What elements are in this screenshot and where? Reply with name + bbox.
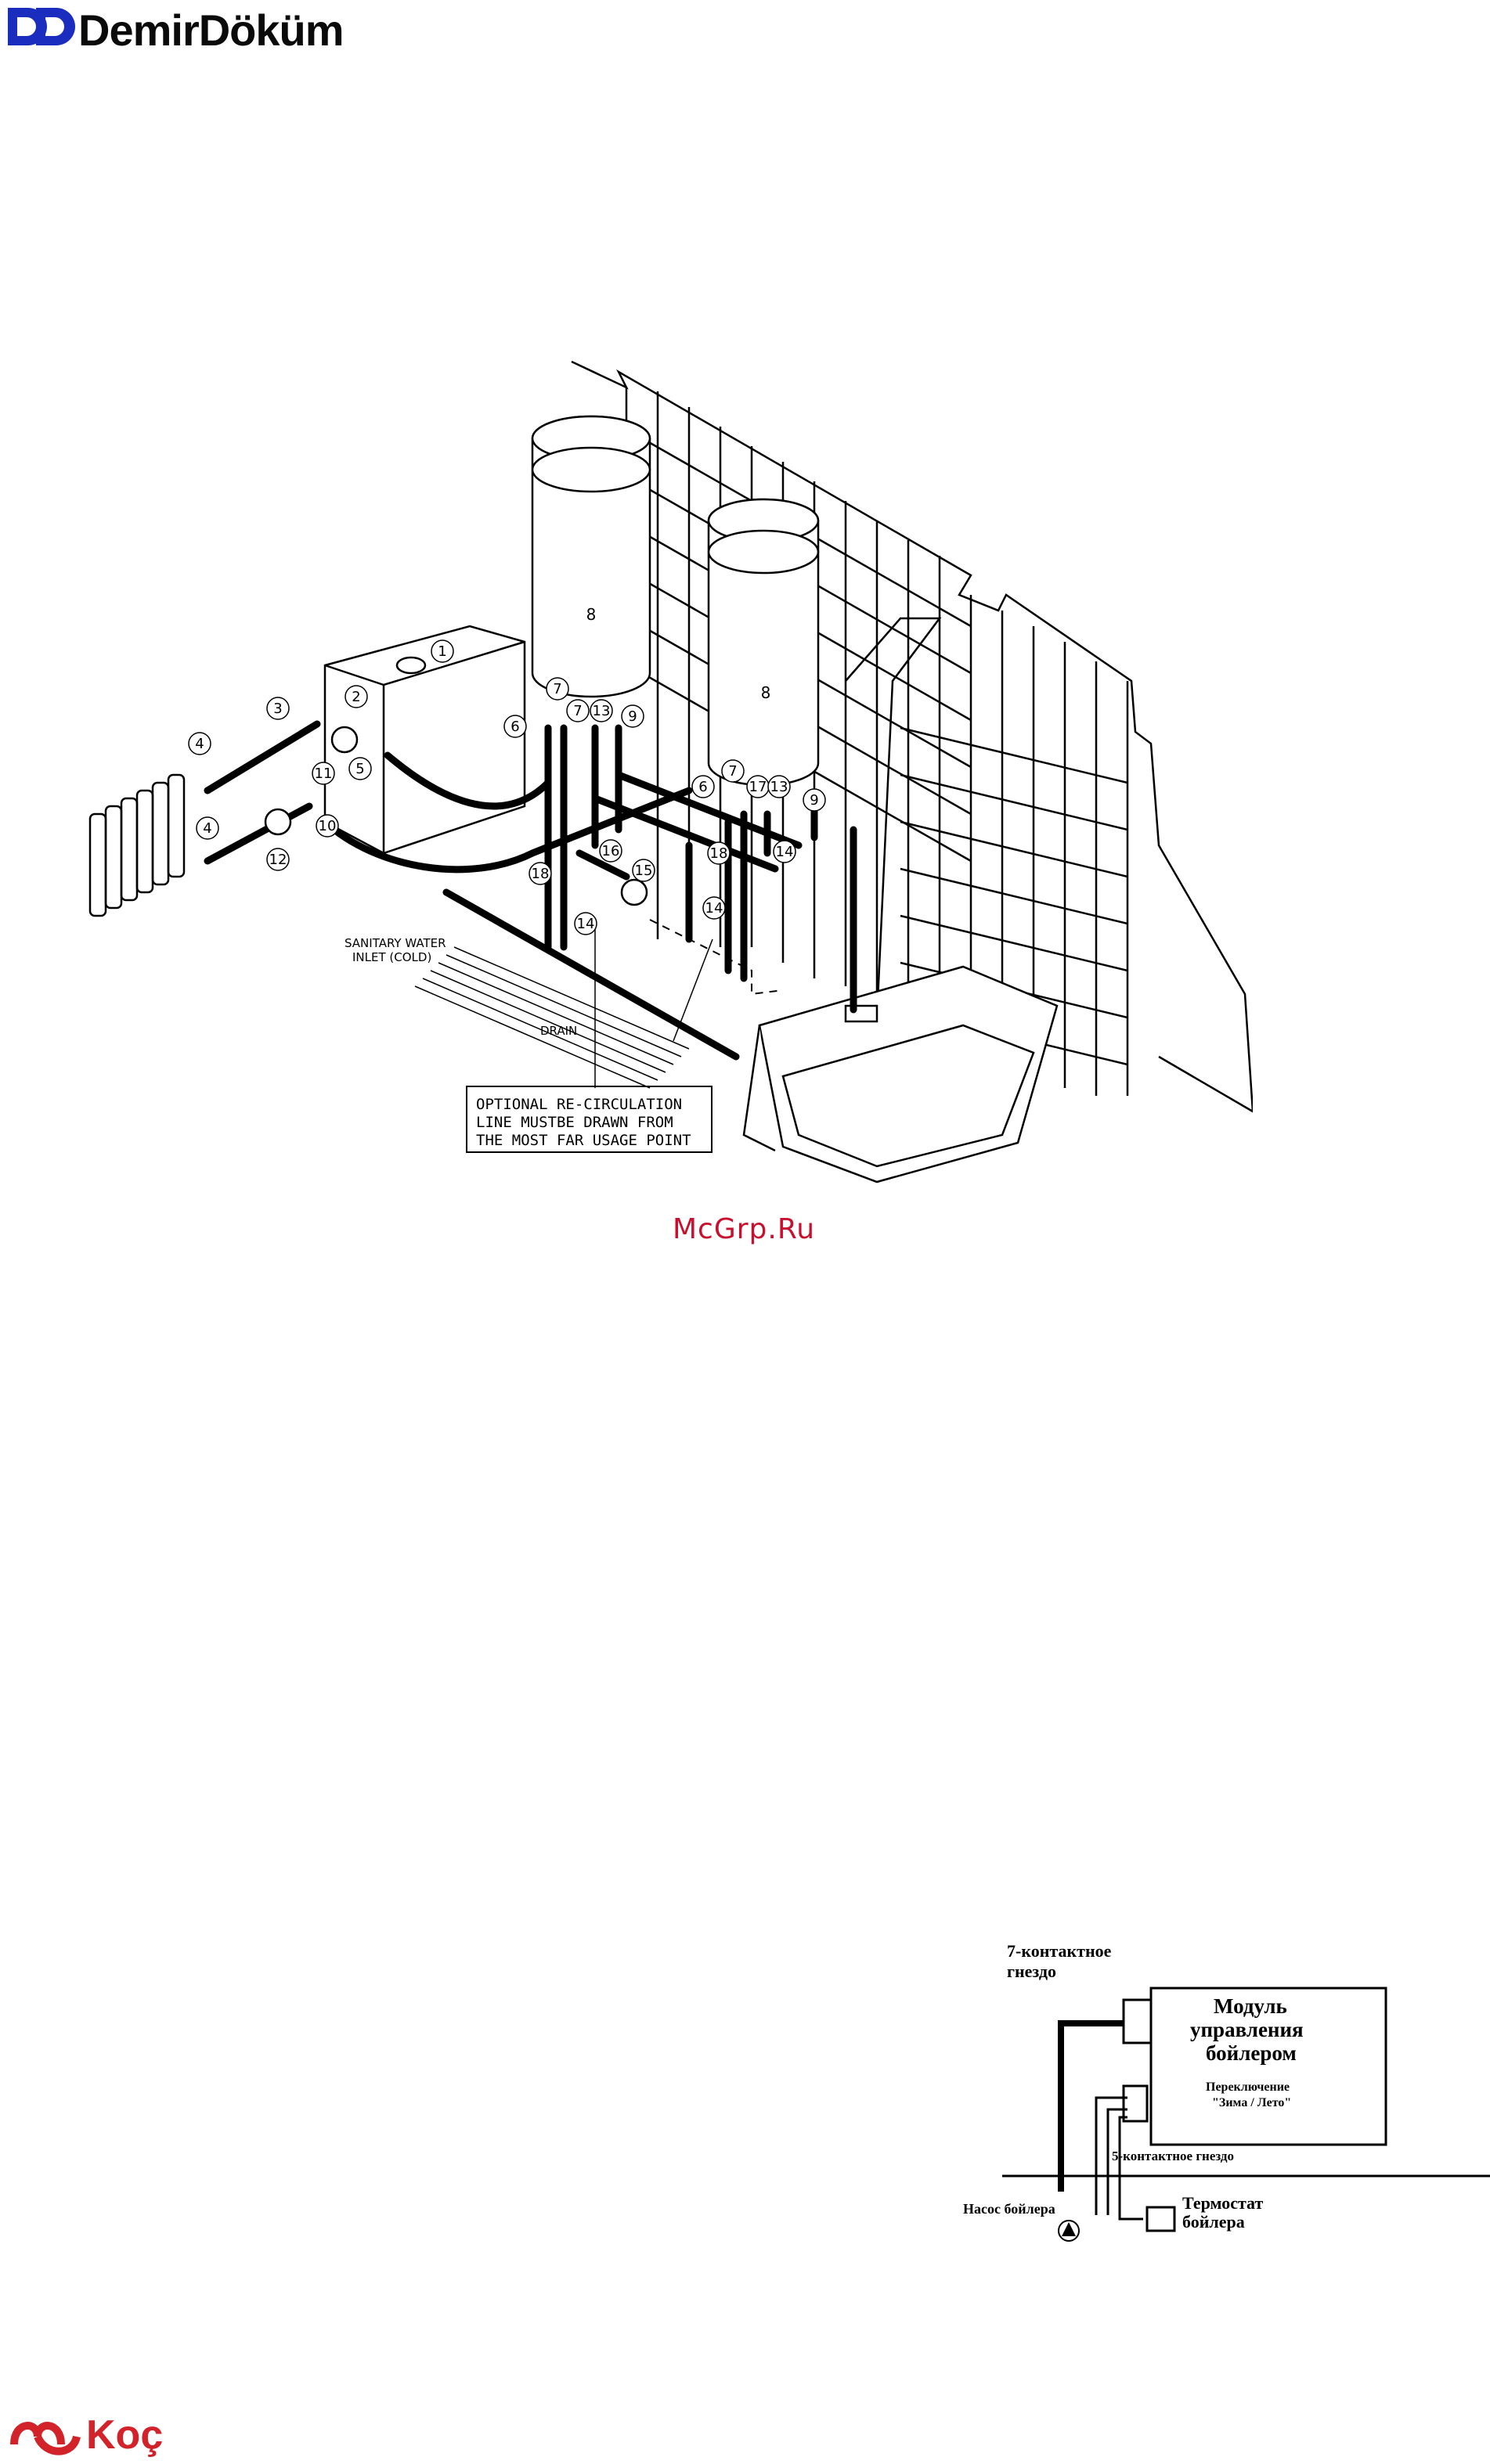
callout-number: 17 (749, 779, 767, 795)
callout-number: 14 (775, 844, 794, 860)
callout-number: 7 (553, 681, 562, 697)
callout-number: 2 (352, 689, 361, 705)
bathtub (744, 967, 1057, 1182)
callout-number: 4 (203, 820, 212, 837)
callout-number: 18 (709, 845, 728, 862)
callout-number: 11 (314, 765, 333, 782)
note-line-2: LINE MUSTBE DRAWN FROM (476, 1114, 673, 1131)
sanitary-label-1: SANITARY WATER (345, 936, 446, 950)
module-label-1: Модуль (1214, 1994, 1287, 2018)
callout-number: 7 (573, 703, 583, 719)
callout-number: 13 (592, 703, 611, 719)
pump-icon (1057, 2219, 1081, 2242)
drain-label: DRAIN (540, 1024, 578, 1038)
callout-number: 1 (438, 643, 447, 660)
drain-grate (415, 947, 689, 1088)
installation-diagram (78, 344, 1253, 1190)
hot-water-tank-right (709, 499, 818, 785)
callout-number: 14 (576, 916, 595, 932)
switch-label-1: Переключение (1206, 2080, 1290, 2094)
hot-water-tank-left (532, 416, 650, 697)
socket7-label-1: 7-контактное (1007, 1941, 1112, 1961)
dd-logo-icon (5, 0, 75, 55)
switch-label-2: "Зима / Лето" (1212, 2096, 1292, 2109)
socket5-label: 5-контактное гнездо (1112, 2149, 1235, 2163)
callout-number: 13 (770, 779, 788, 795)
note-line-1: OPTIONAL RE-CIRCULATION (476, 1096, 683, 1113)
brand-name: DemirDöküm (78, 5, 344, 55)
callout-number: 10 (318, 818, 337, 834)
watermark: McGrp.Ru (672, 1213, 816, 1245)
demirdokum-logo (0, 0, 368, 55)
wiring-schematic (955, 1941, 1490, 2270)
thermostat-label-2: бойлера (1182, 2212, 1245, 2232)
socket7-label-2: гнездо (1007, 1961, 1057, 1981)
tank-label-left: 8 (586, 605, 597, 624)
callout-number: 6 (698, 779, 708, 795)
koc-brand-name: Koç (86, 2412, 164, 2458)
callout-number: 5 (355, 761, 365, 777)
callout-number: 9 (628, 708, 637, 725)
callout-number: 4 (195, 736, 204, 752)
note-line-3: THE MOST FAR USAGE POINT (476, 1132, 691, 1149)
module-label-3: бойлером (1206, 2041, 1297, 2065)
tank-label-right: 8 (760, 683, 771, 702)
thermostat-label-1: Термостат (1182, 2193, 1264, 2213)
callout-number: 18 (531, 866, 550, 882)
koc-logo (0, 2407, 204, 2464)
koc-symbol-icon (6, 2413, 85, 2460)
callout-number: 3 (273, 701, 283, 717)
callout-number: 7 (728, 763, 738, 780)
callout-number: 16 (601, 843, 620, 859)
sanitary-label-2: INLET (COLD) (352, 950, 432, 964)
callout-number: 12 (269, 852, 287, 868)
callout-number: 6 (510, 719, 520, 735)
radiator (90, 775, 184, 916)
recirculation-line (650, 920, 783, 994)
pump-label: Насос бойлера (963, 2201, 1055, 2217)
callout-number: 14 (705, 900, 723, 917)
module-label-2: управления (1190, 2018, 1304, 2041)
callout-number: 15 (634, 863, 653, 879)
callout-number: 9 (810, 792, 819, 809)
